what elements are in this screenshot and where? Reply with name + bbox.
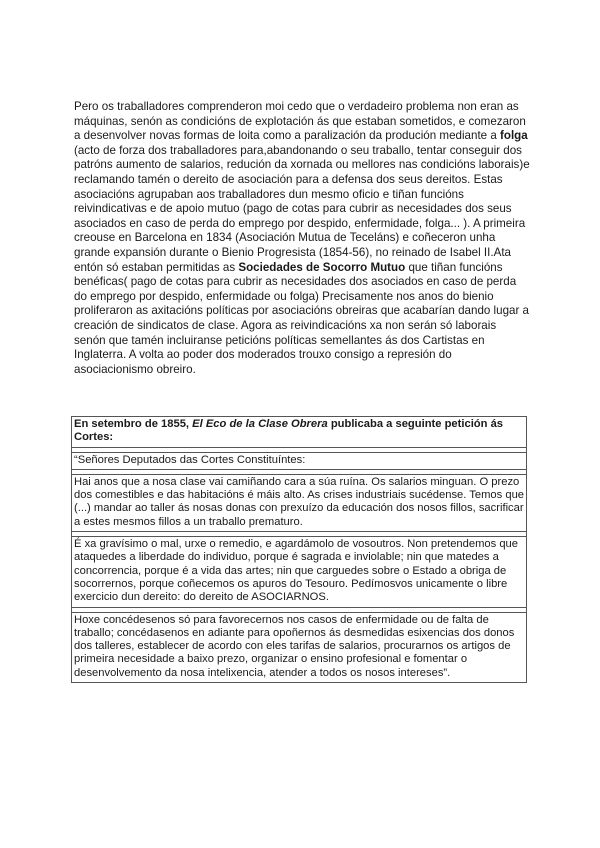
body-paragraph-text	[74, 100, 530, 377]
petition-paragraph-2: É xa gravísimo o mal, urxe o remedio, e agardámolo de vosoutros. Non pretendemos que ataquedes a liberdade do individuo, porque é sagrada e inviolable; nin que matedes a concorrencia, porque é a vida das artes; nin que carguedes sobre o Estado a obriga de socorrernos, porque coñecemos os apuros do Tesouro. Pedímosvos unicamente o libre exercicio dun dereito: do dereito de ASOCIARNOS.	[72, 537, 527, 607]
newspaper-title: El Eco de la Clase Obrera	[192, 418, 328, 430]
petition-paragraph-1: Hai anos que a nosa clase vai camiñando cara a súa ruína. Os salarios minguan. O prezo dos comestibles e das habitacións é máis alto. As crises industriais sucédense. Temos que (...) mandar ao taller ás nosas donas con prexuízo da educación dos nosos fillos, sacrificar a estes mesmos fillos a un traballo prematuro.	[72, 474, 527, 531]
sociedades-term: Sociedades de Socorro Mutuo	[238, 260, 406, 274]
body-text-part-2: (acto de forza dos traballadores para,abandonando o seu traballo, tentar conseguir dos patróns aumento de salarios, redución da xornada ou mellores nas condicións laborais)e reclamando tamén o dereito de asociación para a defensa dos seus dereitos. Estas asociacións agrupaban aos traballadores dun mesmo oficio e tiñan funcións reivindicativas e de apoio mutuo (pago de cotas para cubrir as necesidades dos seus asociados en caso de perda do emprego por despido, enfermidade, folga... ). A primeira creouse en Barcelona en 1834 (Asociación Mutua de Teceláns) e coñeceron unha grande expansión durante o Bienio Progresista (1854-56), no reinado de Isabel II.Ata entón só estaban permitidas as	[74, 143, 530, 274]
body-text-part-3: que tiñan funcións benéficas( pago de cotas para cubrir as necesidades dos asociados en caso de perda do emprego por despido, enfermidade ou folga) Precisamente nos anos do bienio proliferaron as axitacións políticas por asociacións obreiras que acabarían dando lugar a creación de sindicatos de clase. Agora as reivindicacións xa non serán só laborais senón que tamén incluiranse peticións políticas semellantes ás dos Cartistas en Inglaterra. A volta ao poder dos moderados trouxo consigo a represión do asociacionismo obreiro.	[74, 260, 530, 376]
body-text-part-1: Pero os traballadores comprenderon moi cedo que o verdadeiro problema non eran as máquinas, senón as condicións de explotación ás que estaban sometidos, e comezaron a desenvolver novas formas de loita como a paralización da produción mediante a	[74, 100, 526, 143]
petition-header-intro: En setembro de 1855,	[74, 418, 193, 430]
petition-header-rest: publicaba a seguinte petición ás Cortes:	[74, 418, 504, 444]
petition-paragraph-3: Hoxe concédesenos só para favorecernos nos casos de enfermidade ou de falta de traballo; concédasenos en adiante para opoñernos ás desmedidas esixencias dos donos dos talleres, establecer de acordo con eles tarifas de salarios, procurarnos os artigos de primeira necesidade a baixo prezo, organizar o ensino profesional e fomentar o desenvolvemento da nosa intelixencia, atender a todos os nosos intereses”.	[72, 612, 527, 682]
body-paragraph	[74, 100, 530, 377]
folga-term: folga	[500, 129, 528, 143]
petition-header	[72, 417, 527, 448]
petition-table	[71, 416, 527, 683]
petition-salutation: “Señores Deputados das Cortes Constituíntes:	[72, 452, 527, 469]
